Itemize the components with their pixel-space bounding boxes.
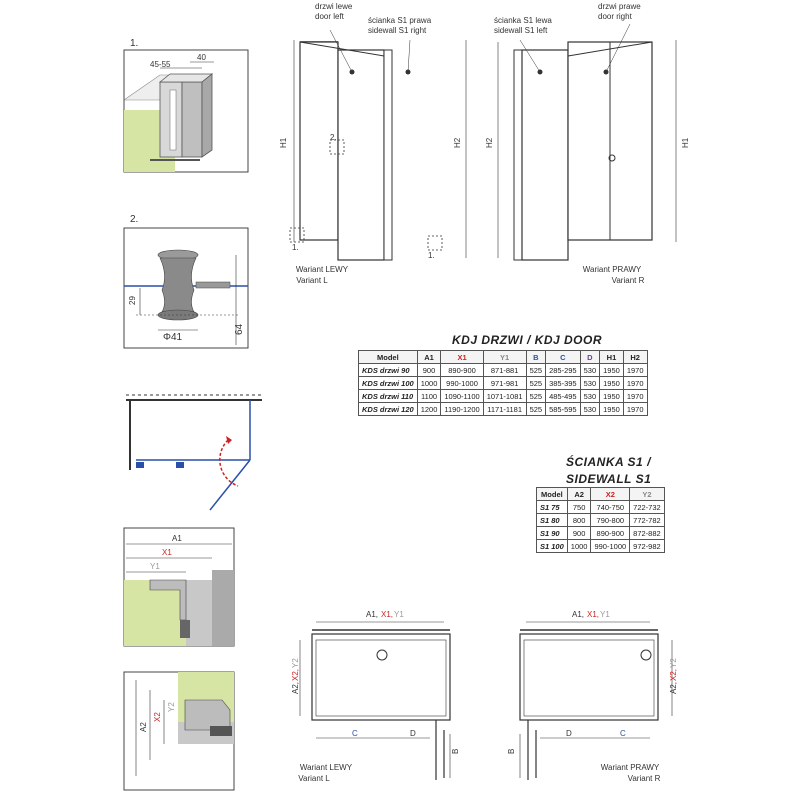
cell: 1970 xyxy=(623,364,647,377)
elevation-left xyxy=(290,30,466,260)
plan-right-c: C xyxy=(620,729,626,738)
detail-2-box xyxy=(124,228,248,348)
detail-2-dim-diameter: Φ41 xyxy=(163,332,183,343)
step-2-label: 2. xyxy=(130,214,139,225)
sidewall-table-title-2: SIDEWALL S1 xyxy=(566,472,652,486)
elevation-right xyxy=(498,24,676,260)
th-a2: A2 xyxy=(567,488,591,501)
th-model: Model xyxy=(537,488,568,501)
cell: S1 100 xyxy=(537,540,568,553)
cell: 800 xyxy=(567,514,591,527)
cell: 530 xyxy=(580,390,600,403)
cell: KDS drzwi 90 xyxy=(359,364,418,377)
table-row xyxy=(537,501,665,514)
cell: 525 xyxy=(526,364,546,377)
door-table xyxy=(358,350,648,416)
door-swing-diagram xyxy=(126,395,262,510)
th-model: Model xyxy=(359,351,418,364)
th-a1: A1 xyxy=(417,351,441,364)
door-table-header xyxy=(359,351,648,364)
elev-left-mark-2: 2. xyxy=(330,133,337,142)
detail-a1-y1: Y1 xyxy=(150,562,160,571)
cell: 740-750 xyxy=(591,501,630,514)
door-table-title: KDJ DRZWI / KDJ DOOR xyxy=(452,333,603,347)
plan-left-d: D xyxy=(410,729,416,738)
cell: 750 xyxy=(567,501,591,514)
th-b: B xyxy=(526,351,546,364)
plan-left-y2: Y2 xyxy=(291,658,300,668)
elev-left-h2: H2 xyxy=(453,137,462,148)
cell: KDS drzwi 100 xyxy=(359,377,418,390)
plan-right-a2: A2, xyxy=(669,681,678,694)
cell: 525 xyxy=(526,403,546,416)
detail-1-dim-b: 40 xyxy=(197,53,206,62)
table-row xyxy=(537,514,665,527)
cell: 990-1000 xyxy=(591,540,630,553)
elev-left-door-label-1: drzwi lewe xyxy=(315,2,353,11)
th-h1: H1 xyxy=(600,351,624,364)
cell: 900 xyxy=(417,364,441,377)
elev-right-door-label-1: drzwi prawe xyxy=(598,2,641,11)
elev-left-variant-2: Variant L xyxy=(296,276,328,285)
detail-a2-y2: Y2 xyxy=(167,702,176,712)
elev-right-variant-1: Wariant PRAWY xyxy=(582,265,642,274)
cell: 485-495 xyxy=(546,390,581,403)
plan-right-y2: Y2 xyxy=(669,658,678,668)
cell: 772-782 xyxy=(630,514,665,527)
plan-right-variant-2: Variant R xyxy=(627,774,661,783)
detail-2-dim-64: 64 xyxy=(234,323,245,335)
elev-left-h1: H1 xyxy=(279,137,288,148)
detail-a2-x2: X2 xyxy=(153,712,162,722)
plan-left-b: B xyxy=(451,748,460,754)
detail-a1-x1: X1 xyxy=(162,548,172,557)
th-h2: H2 xyxy=(623,351,647,364)
elev-right-wall-label-1: ścianka S1 lewa xyxy=(494,16,552,25)
plan-right-x1: X1, xyxy=(587,610,600,619)
sidewall-table-wrap xyxy=(536,487,665,553)
cell: S1 75 xyxy=(537,501,568,514)
cell: 1000 xyxy=(567,540,591,553)
cell: 1970 xyxy=(623,377,647,390)
detail-2-dim-29: 29 xyxy=(128,296,137,305)
cell: 1000 xyxy=(417,377,441,390)
plan-left-c: C xyxy=(352,729,358,738)
cell: 1950 xyxy=(600,403,624,416)
cell: 1950 xyxy=(600,390,624,403)
detail-1-dim-a: 45-55 xyxy=(150,60,171,69)
cell: 525 xyxy=(526,377,546,390)
elev-right-h1: H1 xyxy=(681,137,690,148)
elev-left-variant-1: Wariant LEWY xyxy=(295,265,349,274)
table-row xyxy=(359,390,648,403)
th-y1: Y1 xyxy=(483,351,526,364)
sidewall-table xyxy=(536,487,665,553)
th-d: D xyxy=(580,351,600,364)
cell: 1090-1100 xyxy=(441,390,483,403)
cell: KDS drzwi 110 xyxy=(359,390,418,403)
plan-left xyxy=(300,622,450,780)
elev-right-h2: H2 xyxy=(485,137,494,148)
plan-right-a1: A1, xyxy=(572,610,585,619)
th-x1: X1 xyxy=(441,351,483,364)
elev-left-wall-label-1: ścianka S1 prawa xyxy=(368,16,432,25)
cell: 900 xyxy=(567,527,591,540)
cell: 530 xyxy=(580,377,600,390)
cell: 722-732 xyxy=(630,501,665,514)
cell: 530 xyxy=(580,403,600,416)
plan-left-x1: X1, xyxy=(381,610,394,619)
th-c: C xyxy=(546,351,581,364)
cell: 1970 xyxy=(623,403,647,416)
cell: 1200 xyxy=(417,403,441,416)
plan-right-variant-1: Wariant PRAWY xyxy=(600,763,660,772)
detail-a1-box xyxy=(124,528,234,646)
elev-left-mark-1b: 1. xyxy=(428,251,435,260)
plan-left-variant-2: Variant L xyxy=(298,774,330,783)
cell: 585-595 xyxy=(546,403,581,416)
th-y2: Y2 xyxy=(630,488,665,501)
cell: 385-395 xyxy=(546,377,581,390)
table-row xyxy=(537,527,665,540)
elev-right-wall-label-2: sidewall S1 left xyxy=(494,26,548,35)
cell: 1171-1181 xyxy=(483,403,526,416)
sidewall-table-title-1: ŚCIANKA S1 / xyxy=(566,455,651,469)
cell: 890-900 xyxy=(591,527,630,540)
plan-right-y1: Y1 xyxy=(600,610,610,619)
elev-left-mark-1a: 1. xyxy=(292,243,299,252)
plan-left-x2: X2, xyxy=(291,668,300,681)
cell: 525 xyxy=(526,390,546,403)
elev-right-door-label-2: door right xyxy=(598,12,632,21)
cell: S1 80 xyxy=(537,514,568,527)
plan-left-variant-1: Wariant LEWY xyxy=(299,763,353,772)
cell: 285-295 xyxy=(546,364,581,377)
cell: 790-800 xyxy=(591,514,630,527)
table-row xyxy=(359,364,648,377)
table-row xyxy=(537,540,665,553)
cell: 1071-1081 xyxy=(483,390,526,403)
cell: KDS drzwi 120 xyxy=(359,403,418,416)
plan-right-d: D xyxy=(566,729,572,738)
sidewall-table-header xyxy=(537,488,665,501)
plan-right-b: B xyxy=(507,748,516,754)
table-row xyxy=(359,377,648,390)
cell: S1 90 xyxy=(537,527,568,540)
elev-left-door-label-2: door left xyxy=(315,12,344,21)
cell: 1970 xyxy=(623,390,647,403)
cell: 1950 xyxy=(600,377,624,390)
cell: 990-1000 xyxy=(441,377,483,390)
cell: 1190-1200 xyxy=(441,403,483,416)
th-x2: X2 xyxy=(591,488,630,501)
detail-1-box xyxy=(124,50,248,172)
cell: 890-900 xyxy=(441,364,483,377)
plan-left-a2: A2, xyxy=(291,681,300,694)
elev-right-variant-2: Variant R xyxy=(611,276,645,285)
cell: 972-982 xyxy=(630,540,665,553)
cell: 971-981 xyxy=(483,377,526,390)
elev-left-wall-label-2: sidewall S1 right xyxy=(368,26,427,35)
cell: 871-881 xyxy=(483,364,526,377)
cell: 872-882 xyxy=(630,527,665,540)
plan-right-x2: X2, xyxy=(669,668,678,681)
detail-a1-a1: A1 xyxy=(172,534,182,543)
plan-left-a1: A1, xyxy=(366,610,379,619)
cell: 1100 xyxy=(417,390,441,403)
step-1-label: 1. xyxy=(130,38,139,49)
door-table-wrap xyxy=(358,350,648,416)
cell: 1950 xyxy=(600,364,624,377)
detail-a2-a2: A2 xyxy=(139,722,148,732)
plan-left-y1: Y1 xyxy=(394,610,404,619)
plan-right xyxy=(520,622,672,780)
table-row xyxy=(359,403,648,416)
cell: 530 xyxy=(580,364,600,377)
